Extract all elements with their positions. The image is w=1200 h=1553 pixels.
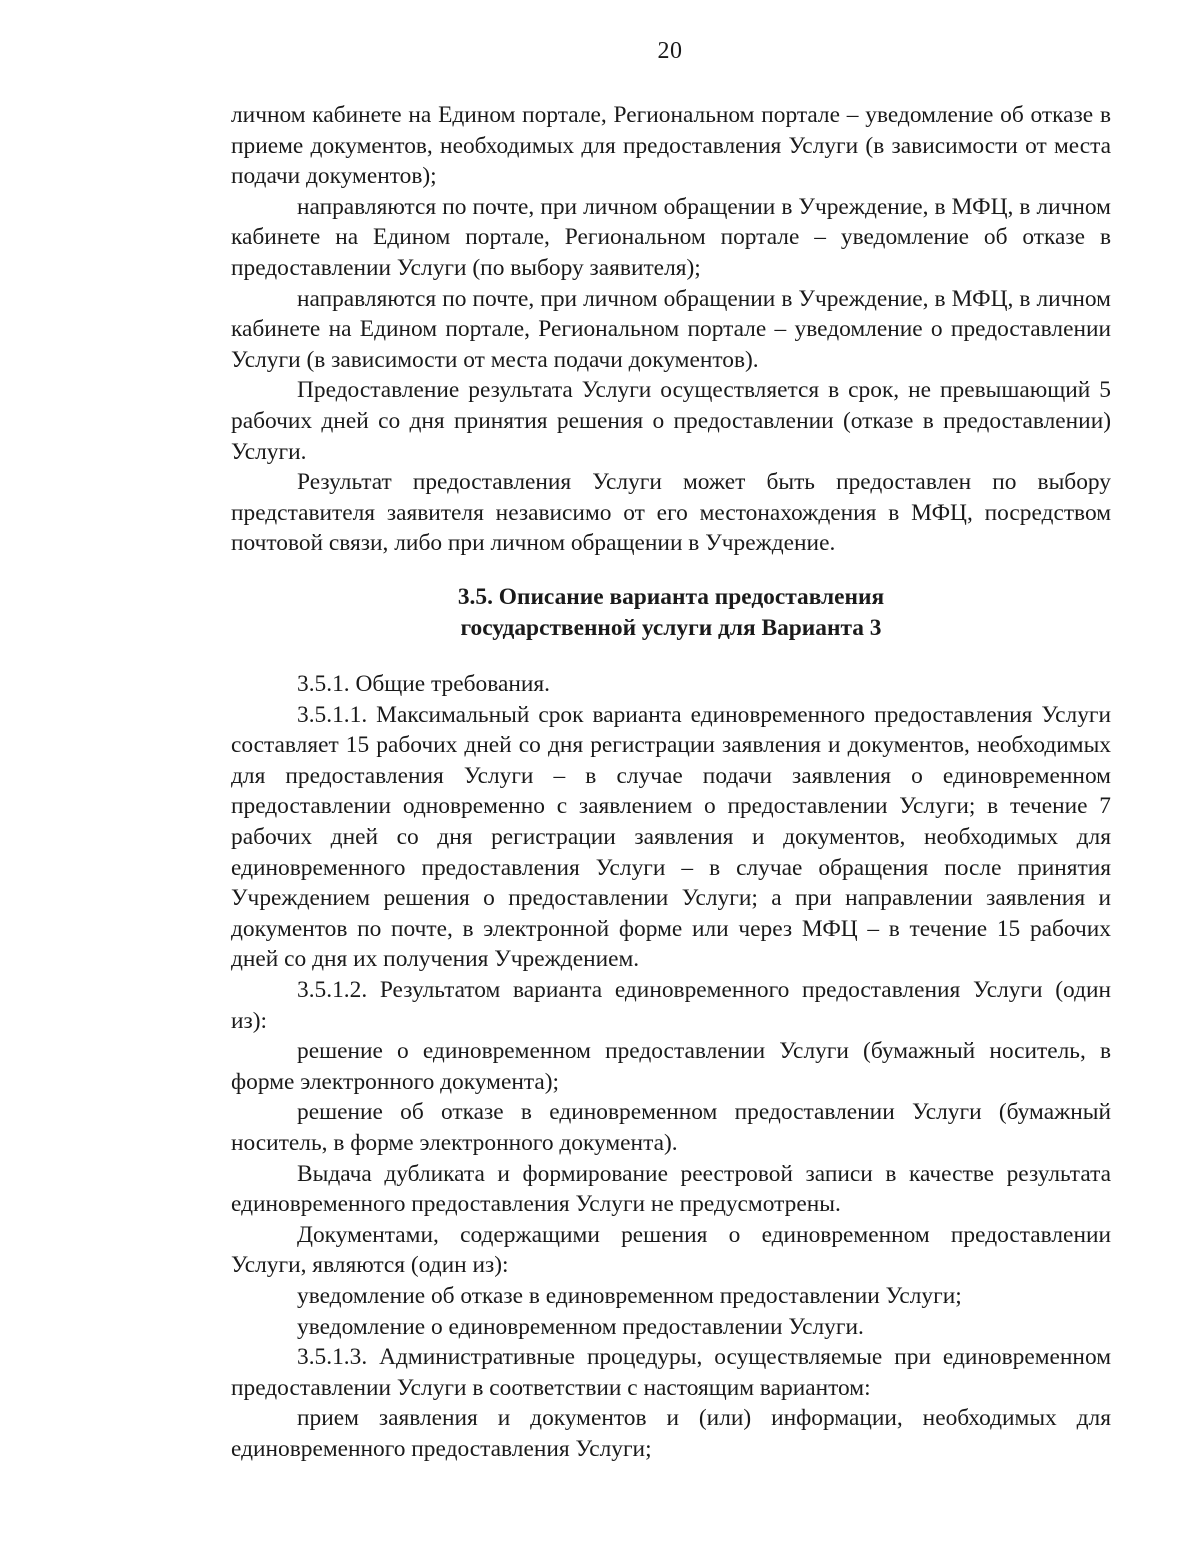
paragraph: решение о единовременном предоставлении Услуги (бумажный носитель, в форме электронного документа); [231, 1038, 1111, 1095]
paragraph: 3.5.1.3. Административные процедуры, осуществляемые при единовременном предоставлении Услуги в соответствии с настоящим вариантом: [231, 1344, 1111, 1401]
paragraph: уведомление об отказе в единовременном предоставлении Услуги; [297, 1282, 962, 1309]
paragraph: уведомление о единовременном предоставлении Услуги. [297, 1313, 864, 1340]
paragraph: направляются по почте, при личном обращении в Учреждение, в МФЦ, в личном кабинете на Едином портале, Региональном портале – уведомление об отказе в предоставлении Услуги (по выбору заявителя); [231, 193, 1111, 281]
section-heading-line: 3.5. Описание варианта предоставления [457, 583, 885, 610]
page-number: 20 [657, 38, 683, 64]
paragraph: направляются по почте, при личном обращении в Учреждение, в МФЦ, в личном кабинете на Едином портале, Региональном портале – уведомление о предоставлении Услуги (в зависимости от места подачи документов). [231, 285, 1111, 373]
paragraph: решение об отказе в единовременном предоставлении Услуги (бумажный носитель, в форме электронного документа). [231, 1099, 1111, 1156]
paragraph: 3.5.1.1. Максимальный срок варианта единовременного предоставления Услуги составляет 15 рабочих дней со дня регистрации заявления и документов, необходимых для предоставления Услуги – в случае подачи заявления о единовременном предоставлении одновременно с заявлением о предоставлении Услуги; в течение 7 рабочих дней со дня регистрации заявления и документов, необходимых для единовременного предоставления Услуги – в случае обращения после принятия Учреждением решения о предоставлении Услуги; а при направлении заявления и документов по почте, в электронной форме или через МФЦ – в течение 15 рабочих дней со дня их получения Учреждением. [231, 701, 1111, 973]
paragraph: личном кабинете на Едином портале, Региональном портале – уведомление об отказе в приеме документов, необходимых для предоставления Услуги (в зависимости от места подачи документов); [231, 102, 1111, 190]
paragraph: 3.5.1. Общие требования. [297, 671, 550, 698]
section-heading-line: государственной услуги для Варианта 3 [460, 614, 882, 641]
document-body [231, 100, 1111, 1465]
paragraph: Выдача дубликата и формирование реестровой записи в качестве результата единовременного предоставления Услуги не предусмотрены. [231, 1160, 1111, 1218]
paragraph: 3.5.1.2. Результатом варианта единовременного предоставления Услуги (один из): [231, 977, 1111, 1034]
section-heading [231, 582, 1111, 643]
paragraph: Результат предоставления Услуги может быть предоставлен по выбору представителя заявителя независимо от его местонахождения в МФЦ, посредством почтовой связи, либо при личном обращении в Учреждение. [231, 469, 1111, 557]
paragraph: Документами, содержащими решения о единовременном предоставлении Услуги, являются (один из): [231, 1221, 1111, 1279]
paragraph: прием заявления и документов и (или) информации, необходимых для единовременного предоставления Услуги; [231, 1405, 1111, 1462]
paragraph: Предоставление результата Услуги осуществляется в срок, не превышающий 5 рабочих дней со дня принятия решения о предоставлении (отказе в предоставлении) Услуги. [231, 377, 1111, 465]
